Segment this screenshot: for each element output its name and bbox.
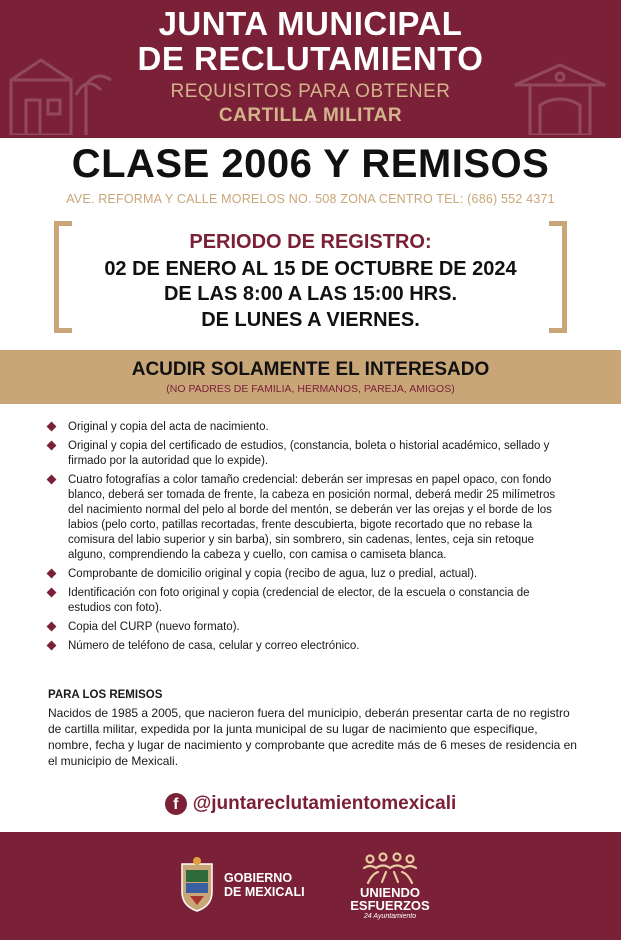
diamond-bullet-icon [47,641,57,651]
diamond-bullet-icon [47,622,57,632]
header-banner [0,0,621,138]
diamond-bullet-icon [47,588,57,598]
mexicali-shield-logo-icon [178,856,216,912]
remisos-section [48,688,578,769]
unido-line2: ESFUERZOS [350,898,430,913]
diamond-bullet-icon [47,422,57,432]
list-item [48,420,568,435]
gobierno-mexicali-logo-text [224,871,305,899]
requirements-list [48,420,568,658]
list-item [48,567,568,582]
registration-period-label: PERIODO DE REGISTRO: [189,231,432,253]
list-item [48,639,568,654]
remisos-text: Nacidos de 1985 a 2005, que nacieron fuera del municipio, deberán presentar carta de no registro de cartilla militar, expedida por la junta municipal de su lugar de nacimiento que especifique, nombre, fecha y lugar de nacimiento y comprobante que acredite más de 6 meses de residencia en el municipio de Mexicali. [48,706,577,768]
list-item-text: Comprobante de domicilio original y copia (recibo de agua, luz o predial, actual). [68,568,478,580]
list-item-text: Cuatro fotografías a color tamaño credencial: deberán ser impresas en papel opaco, con fondo blanco, deberá ser tomada de frente, la cabeza en posición normal, deberá medir 25 milímetros del nacimiento normal del pelo al borde del mentón, se deberán ver las orejas y el borde de los labios (pelo corto, patillas recortadas, frente descubierta, bigote recortado que no rebase la comisura del labio superior y sin barba), sin sombrero, sin cadenas, lentes, ceja sin retoque alguno, comprendiendo la cabeza y cuello, con camisa o camiseta blanca. [68,474,556,561]
registration-dates: 02 DE ENERO AL 15 DE OCTUBRE DE 2024 [104,258,517,280]
header-title-line1: JUNTA MUNICIPAL [158,5,463,42]
uniendo-esfuerzos-people-icon [360,852,420,886]
social-link[interactable] [0,793,621,819]
address-text: AVE. REFORMA Y CALLE MORELOS NO. 508 ZONA CENTRO TEL: (686) 552 4371 [66,192,555,206]
list-item-text: Número de teléfono de casa, celular y correo electrónico. [68,640,360,652]
uniendo-esfuerzos-logo-text [340,886,440,912]
diamond-bullet-icon [47,569,57,579]
list-item-text: Identificación con foto original y copia (credencial de elector, de la escuela o constancia de estudios con foto). [68,587,530,614]
unido-line1: UNIENDO [360,885,420,900]
list-item-text: Original y copia del certificado de estudios, (constancia, boleta o historial académico, sellado y firmado por la autoridad que lo expide). [68,440,550,467]
social-handle[interactable]: @juntareclutamientomexicali [192,793,457,814]
notice-subtitle: (NO PADRES DE FAMILIA, HERMANOS, PAREJA, AMIGOS) [166,383,455,395]
notice-band [0,350,621,404]
header-title-line2: DE RECLUTAMIENTO [137,40,484,77]
diamond-bullet-icon [47,475,57,485]
list-item [48,473,568,563]
list-item-text: Original y copia del acta de nacimiento. [68,421,269,433]
list-item [48,586,568,616]
gobierno-line2: DE MEXICALI [224,885,305,899]
list-item [48,439,568,469]
remisos-title: PARA LOS REMISOS [48,689,163,701]
footer-banner [0,832,621,940]
list-item [48,620,568,635]
header-subtitle-line1: REQUISITOS PARA OBTENER [170,81,451,102]
registration-days: DE LUNES A VIERNES. [201,309,420,331]
notice-title: ACUDIR SOLAMENTE EL INTERESADO [131,359,490,380]
ayuntamiento-label: 24 Ayuntamiento [363,913,417,920]
registration-hours: DE LAS 8:00 A LAS 15:00 HRS. [163,283,458,305]
diamond-bullet-icon [47,441,57,451]
page-title: CLASE 2006 Y REMISOS [71,142,550,186]
list-item-text: Copia del CURP (nuevo formato). [68,621,240,633]
gobierno-line1: GOBIERNO [224,871,293,885]
header-subtitle-line2: CARTILLA MILITAR [218,105,403,126]
facebook-icon[interactable]: f [165,793,187,815]
